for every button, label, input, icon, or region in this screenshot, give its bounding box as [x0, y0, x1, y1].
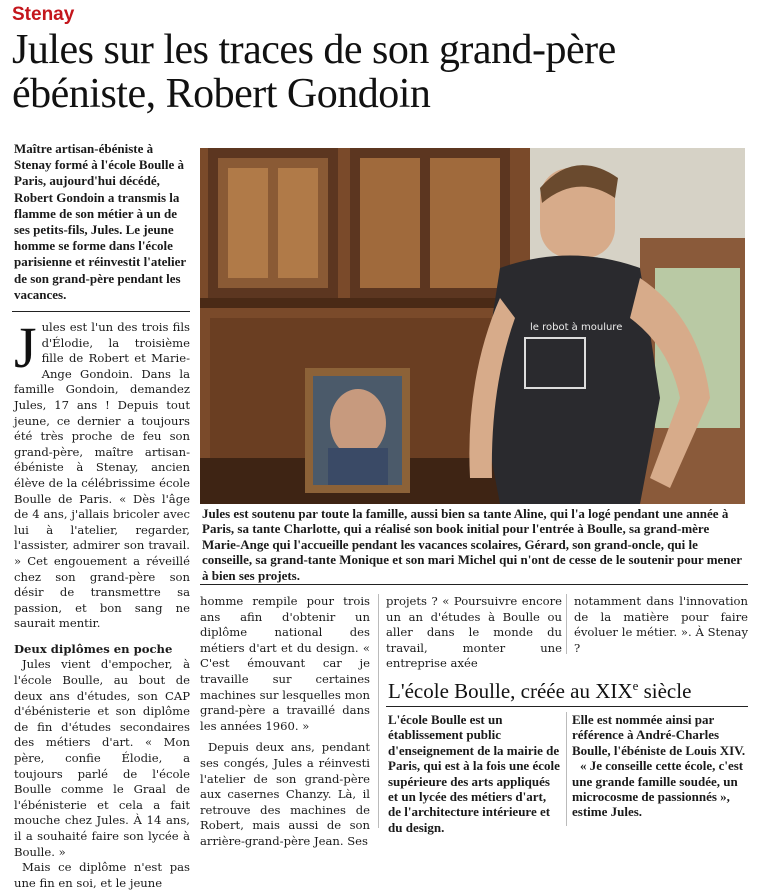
lede-divider [12, 311, 190, 312]
headline-line-1: Jules sur les traces de son grand-père [12, 27, 616, 73]
photo-caption: Jules est soutenu par toute la famille, aussi bien sa tante Aline, qui l'a logé pendant une année à Paris, sa tante Charlotte, qui a réalisé son book initial pour l'entrée à Boulle, sa grand-mère Marie-Ange qui l'accueille pendant les vacances scolaires, Gérard, son grand-oncle, qui le conseille, sa grand-tante Monique et son mari Michel qui n'ont de cesse de le soutenir pour mener à bien ses projets. [202, 506, 742, 583]
sidebar-box-left [388, 712, 560, 835]
column-4 [574, 594, 748, 656]
article-lede: Maître artisan-ébéniste à Stenay formé à l'école Boulle à Paris, aujourd'hui décédé, Robert Gondoin a transmis la flamme de son métier à un de ses petits-fils, Jules. Le jeune homme se forme dans l'école parisienne et réinvestit l'atelier de son grand-père pendant les vacances. [14, 141, 186, 302]
article-photo [200, 148, 745, 504]
article-headline [12, 28, 752, 116]
subheading-diplomas: Deux diplômes en poche [14, 641, 173, 656]
sidebar-box-divider [386, 706, 748, 707]
column-2 [200, 594, 370, 850]
sidebar-box-right-text-1: Elle est nommée ainsi par référence à André-Charles Boulle, l'ébéniste de Louis XIV. [572, 712, 746, 758]
drop-cap: J [14, 315, 37, 380]
column-3 [386, 594, 562, 672]
column-1-paragraph-1 [14, 315, 190, 632]
column-separator [566, 594, 567, 654]
sidebar-box-right-text-2: « Je conseille cette école, c'est une grande famille soudée, un microcosme de passionnés », estime Jules. [572, 758, 744, 820]
shirt-print: le robot à moulure [530, 322, 623, 333]
sidebar-box-title: L'école Boulle, créée au XIXe siècle [388, 678, 692, 703]
column-2-paragraph-1: homme rempile pour trois ans afin d'obtenir un diplôme national des métiers d'art et du design. « C'est émouvant car je travaille sur certaines machines sur lesquelles mon grand-père a travaillé dans les années 1960. » [200, 594, 370, 733]
column-4-paragraph-1: notamment dans l'innovation de la matière pour faire évoluer le métier. ». À Stenay ? [574, 594, 748, 655]
sidebar-box-right [572, 712, 748, 820]
column-1 [14, 315, 190, 891]
caption-divider [200, 584, 748, 585]
headline-line-2: ébéniste, Robert Gondoin [12, 71, 431, 117]
column-1-paragraph-3: Mais ce diplôme n'est pas une fin en soi, et le jeune [14, 860, 190, 890]
column-1-p1-text: ules est l'un des trois fils d'Élodie, la troisième fille de Robert et Marie-Ange Gondoin. Dans la famille Gondoin, demandez Jules, 17 ans ! Depuis tout jeune, ce dernier a toujours été très proche de feu son grand-père, maître artisan-ébéniste à Stenay, ancien élève de la célébrissime école Boulle de Paris. « Dès l'âge de 4 ans, j'allais bricoler avec lui à l'atelier, regarder, l'assister, admirer son travail. » Cet engouement a réveillé chez son grand-père son désir de transmettre sa passion, et bon sang ne saurait mentir. [14, 320, 190, 631]
column-separator [566, 712, 567, 826]
sidebar-box-left-text: L'école Boulle est un établissement public d'enseignement de la mairie de Paris, qui est à la fois une école supérieure des arts appliqués et un lycée des métiers d'art, de l'architecture intérieure et du design. [388, 712, 560, 835]
column-2-paragraph-2: Depuis deux ans, pendant ses congés, Jules a réinvesti l'atelier de son grand-père aux casernes Chanzy. Là, il retrouve des machines de Robert, mais aussi de son arrière-grand-père Jean. Ses [200, 740, 370, 848]
section-kicker: Stenay [12, 4, 75, 25]
column-1-paragraph-2: Jules vient d'empocher, à l'école Boulle, au bout de deux ans d'études, son CAP d'ébénisterie et son diplôme de fin d'études secondaires des métiers d'art. « Mon père, confie Élodie, a toujours parlé de l'école Boulle comme le Graal de l'ébénisterie et cela a fait mouche chez Jules. À 14 ans, il a souhaité faire son lycée à Boulle. » [14, 657, 190, 859]
column-separator [378, 594, 379, 828]
column-3-paragraph-1: projets ? « Poursuivre encore un an d'études à Boulle ou aller dans le monde du travail, monter une entreprise axée [386, 594, 562, 671]
